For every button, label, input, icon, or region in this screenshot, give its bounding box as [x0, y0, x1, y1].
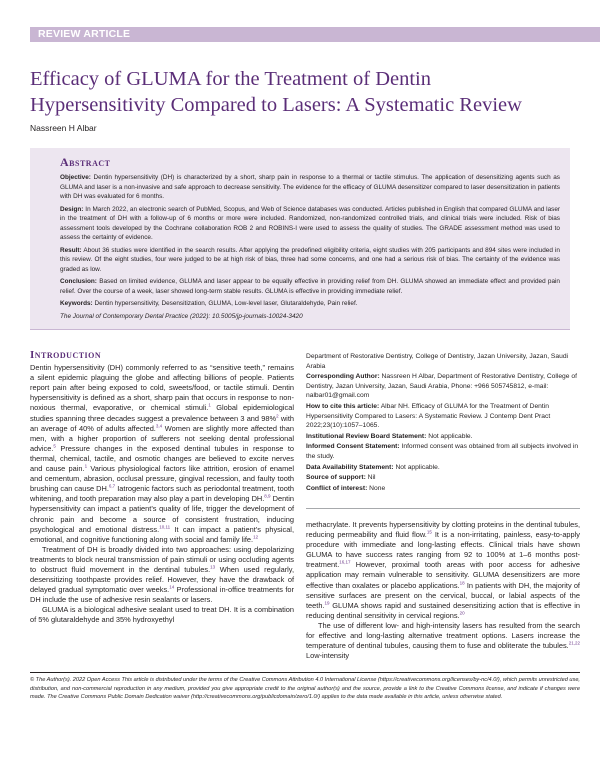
conclusion-label: Conclusion: [60, 278, 97, 285]
info-divider [306, 508, 580, 509]
intro-text: Global epidemiological studies spanning three decades suggest a prevalence between 3 and 98% [30, 403, 294, 423]
reference-mark: 16,17 [339, 559, 351, 565]
data-availability [306, 463, 580, 473]
abstract-objective [60, 173, 560, 202]
cite-label: How to cite this article: [306, 402, 380, 410]
body-text: It is a non-irritating, painless, easy-to-apply procedure with immediate and long-lasting effects. Clinical trials have shown GLUMA to have success rates ranging from 92 to 100% at 1–6 months post-treatment. [306, 530, 580, 570]
keywords-label: Keywords: [60, 300, 93, 307]
reference-mark: 1 [208, 403, 211, 408]
availability-text: Not applicable. [393, 463, 440, 471]
reference-mark: 18 [459, 580, 465, 586]
conflict-label: Conflict of interest: [306, 484, 368, 492]
intro-text: Dentin hypersensitivity (DH) commonly referred to as “sensitive teeth,” remains a silent epidemic plaguing the globe and affecting billions of people. Patients report pain after being exposed to cold, sweets/food, or tactile stimuli. Dentin hypersensitivity is defined as a short, sharp pain that occurs in response to non-noxious thermal, evaporative, or chemical stimuli. [30, 363, 294, 413]
corresponding-author [306, 372, 580, 401]
reference-mark: 12 [253, 534, 259, 540]
intro-paragraph-3: GLUMA is a biological adhesive sealant used to treat DH. It is a combination of 5% glutaraldehyde and 35% hydroxyethyl [30, 605, 294, 625]
reference-mark: 2 [276, 413, 279, 419]
support-text: Nil [365, 474, 376, 482]
right-column [306, 520, 580, 661]
reference-mark: 21,22 [568, 640, 580, 646]
abstract-heading: Abstract [60, 155, 111, 169]
author-name: Nassreen H Albar [30, 123, 97, 133]
reference-mark: 1 [84, 463, 88, 469]
right-paragraph-1 [306, 520, 580, 621]
design-text: In March 2022, an electronic search of PubMed, Scopus, and Web of Science databases was conducted. Articles published in English that compared GLUMA and laser in the treatment of DH with a follow-up of 6 months or more were included. Randomized, non-randomized controlled trials, and clinical trials were included. Risk of bias assessment tools developed by the Cochrane collaboration ROB 2 and ROBINS-I were used to assess the quality of studies. The GRADE assessment method was used to assess the certainty of evidence. [60, 205, 561, 241]
body-text: However, proximal tooth areas with poor access for adhesive application may remain vulnerable to sensitivity. GLUMA desensitizers are more effective than oxalates or placebo applications. [306, 560, 580, 590]
intro-paragraph-2 [30, 545, 294, 606]
objective-label: Objective: [60, 174, 91, 181]
body-text: Low-intensity [306, 651, 350, 661]
conflict-text: None [367, 484, 386, 492]
article-type-banner [30, 27, 600, 42]
how-to-cite [306, 402, 580, 431]
abstract-design [60, 205, 560, 243]
cite-text: Albar NH. Efficacy of GLUMA for the Treatment of Dentin Hypersensitivity Compared to Lasers: A Systematic Review. J Contemp Dent Pract 2022;23(10):1057–1065. [306, 402, 551, 430]
article-info-block [306, 352, 580, 494]
result-label: Result: [60, 246, 82, 254]
intro-paragraph-1 [30, 363, 294, 545]
body-text: In patients with DH, the majority of sensitive surfaces are present on the cervical, buccal, or labial aspects of the teeth. [306, 580, 580, 610]
intro-text: Women are slightly more affected than men, with a higher proportion of sufferers not seeking dental professional advice. [30, 423, 295, 453]
reference-mark: 10,11 [159, 524, 171, 530]
source-of-support [306, 473, 580, 483]
article-type-label: REVIEW ARTICLE [38, 28, 131, 40]
consent-label: Informed Consent Statement: [306, 443, 400, 451]
license-notice: © The Author(s). 2022 Open Access This article is distributed under the terms of the Creative Commons Attribution 4.0 International License (https://creativecommons.org/licenses/by-nc/4.0/), which permits unrestricted use, distribution, and non-commercial reproduction in any medium, provided you give appropriate credit to the original author(s) and the source, provide a link to the Creative Commons license, and indicate if changes were made. The Creative Commons Public Domain Dedication waiver (http://creativecommons.org/publicdomain/zero/1.0/) applies to the data made available in this article, unless otherwise stated. [30, 677, 580, 700]
reference-mark: 5 [53, 443, 56, 449]
availability-label: Data Availability Statement: [306, 463, 394, 471]
abstract-result [60, 246, 560, 275]
conflict-of-interest [306, 484, 580, 494]
support-label: Source of support: [306, 474, 366, 482]
consent-statement [306, 442, 580, 461]
reference-mark: 14 [169, 584, 175, 590]
irb-text: Not applicable. [426, 432, 473, 440]
intro-text: Various physiological factors like attrition, erosion of enamel and cementum, abrasion, occlusal pressure, gingival recession, and faulty tooth brushing can cause DH. [30, 464, 294, 494]
keywords-text: Dentin hypersensitivity, Desensitization, GLUMA, Low-level laser, Glutaraldehyde, Pain relief. [94, 300, 358, 307]
corresponding-text: Nassreen H Albar, Department of Restorative Dentistry, College of Dentistry, Jazan University, Jazan, Saudi Arabia, Phone: +966 505745812, e-mail: nalbar01@gmail.com [306, 373, 577, 400]
reference-mark: 13 [210, 564, 216, 570]
abstract-conclusion [60, 277, 560, 296]
corresponding-label: Corresponding Author: [306, 373, 380, 381]
journal-citation: The Journal of Contemporary Dental Practice (2022): 10.5005/jp-journals-10024-3420 [60, 312, 303, 320]
reference-mark: 3,4 [155, 423, 163, 429]
reference-mark: 15 [426, 529, 432, 535]
reference-mark: 8,9 [264, 493, 271, 499]
irb-statement [306, 432, 580, 442]
intro-text: Treatment of DH is broadly divided into two approaches: using depolarizing treatments to block neural transmission of pain stimuli or using occluding agents to obstruct fluid movement in the dentinal tubules. [30, 544, 294, 574]
objective-text: Dentin hypersensitivity (DH) is characterized by a short, sharp pain in response to a thermal or tactile stimulus. The application of desensitizing agents such as GLUMA and laser is a non-invasive and safe approach to decrease sensitivity. The evidence for the efficacy of GLUMA desensitizer compared to laser desensitization in patients with DH was evaluated for 6 months. [60, 174, 560, 200]
intro-text: Dentin hypersensitivity can impact a patient’s quality of life, trigger the development of chronic pain and become a source of consistent frustration, inducing psychological and emotional distress. [30, 494, 294, 534]
abstract-box [30, 148, 570, 330]
affiliation: Department of Restorative Dentistry, College of Dentistry, Jazan University, Jazan, Saudi Arabia [306, 353, 569, 370]
result-text: About 36 studies were identified in the search results. After applying the predefined eligibility criteria, eight studies with 205 participants and 894 sites were included in this review. Of the eight studies, four were judged to be at high risk of bias, three had some concerns, and one had a serious risk of bias. The certainty of the evidence was graded as low. [60, 246, 560, 273]
intro-text: with an average of 40% of adults affected. [30, 413, 294, 433]
design-label: Design: [60, 205, 84, 213]
footer-divider [30, 672, 580, 673]
intro-text: Professional in-office treatments for DH include the use of adhesive resin sealants or lasers. [30, 585, 294, 605]
body-text: The use of different low- and high-intensity lasers has resulted from the search for effective and long-lasting alternative treatment options. Lasers increase the temperature of dentinal tubules, causing them to fuse and obliterate the tubules. [306, 620, 580, 651]
intro-text: Pressure changes in the exposed dentinal tubules in response to thermal, chemical, tactile, and osmotic changes are believed to excite nerves and cause pain. [30, 443, 294, 474]
reference-mark: 20 [459, 610, 465, 616]
conclusion-text: Based on limited evidence, GLUMA and laser appear to be equally effective in providing relief from DH. GLUMA showed an immediate effect and provided pain relief. Over the course of a week, laser showed long-term stable results. GLUMA is effective in providing immediate relief. [60, 278, 560, 295]
left-column [30, 350, 294, 626]
body-text: GLUMA shows rapid and sustained desensitizing action that is effective in reducing dentinal sensitivity in cervical regions. [306, 600, 580, 620]
reference-mark: 19 [324, 600, 330, 606]
reference-mark: 6,7 [108, 483, 116, 489]
abstract-keywords [60, 299, 560, 309]
introduction-heading: Introduction [30, 349, 102, 361]
right-paragraph-2 [306, 621, 580, 661]
consent-text: Informed consent was obtained from all subjects involved in the study. [306, 443, 579, 460]
intro-text: It can impact a patient’s physical, emotional, and cognitive functioning along with social and family life. [30, 524, 295, 544]
intro-text: When used regularly, desensitizing toothpaste provides relief. However, they have the drawback of delayed gradual symptomatic over weeks. [30, 564, 294, 595]
article-title: Efficacy of GLUMA for the Treatment of Dentin Hypersensitivity Compared to Lasers: A Systematic Review [30, 68, 522, 116]
intro-text: Iatrogenic factors such as periodontal treatment, tooth whitening, and tooth preparation may also play a part in developing DH. [30, 484, 294, 504]
irb-label: Institutional Review Board Statement: [306, 432, 427, 440]
body-text: methacrylate. It prevents hypersensitivity by clotting proteins in the dentinal tubules, reducing permeability and fluid flow. [306, 520, 580, 540]
